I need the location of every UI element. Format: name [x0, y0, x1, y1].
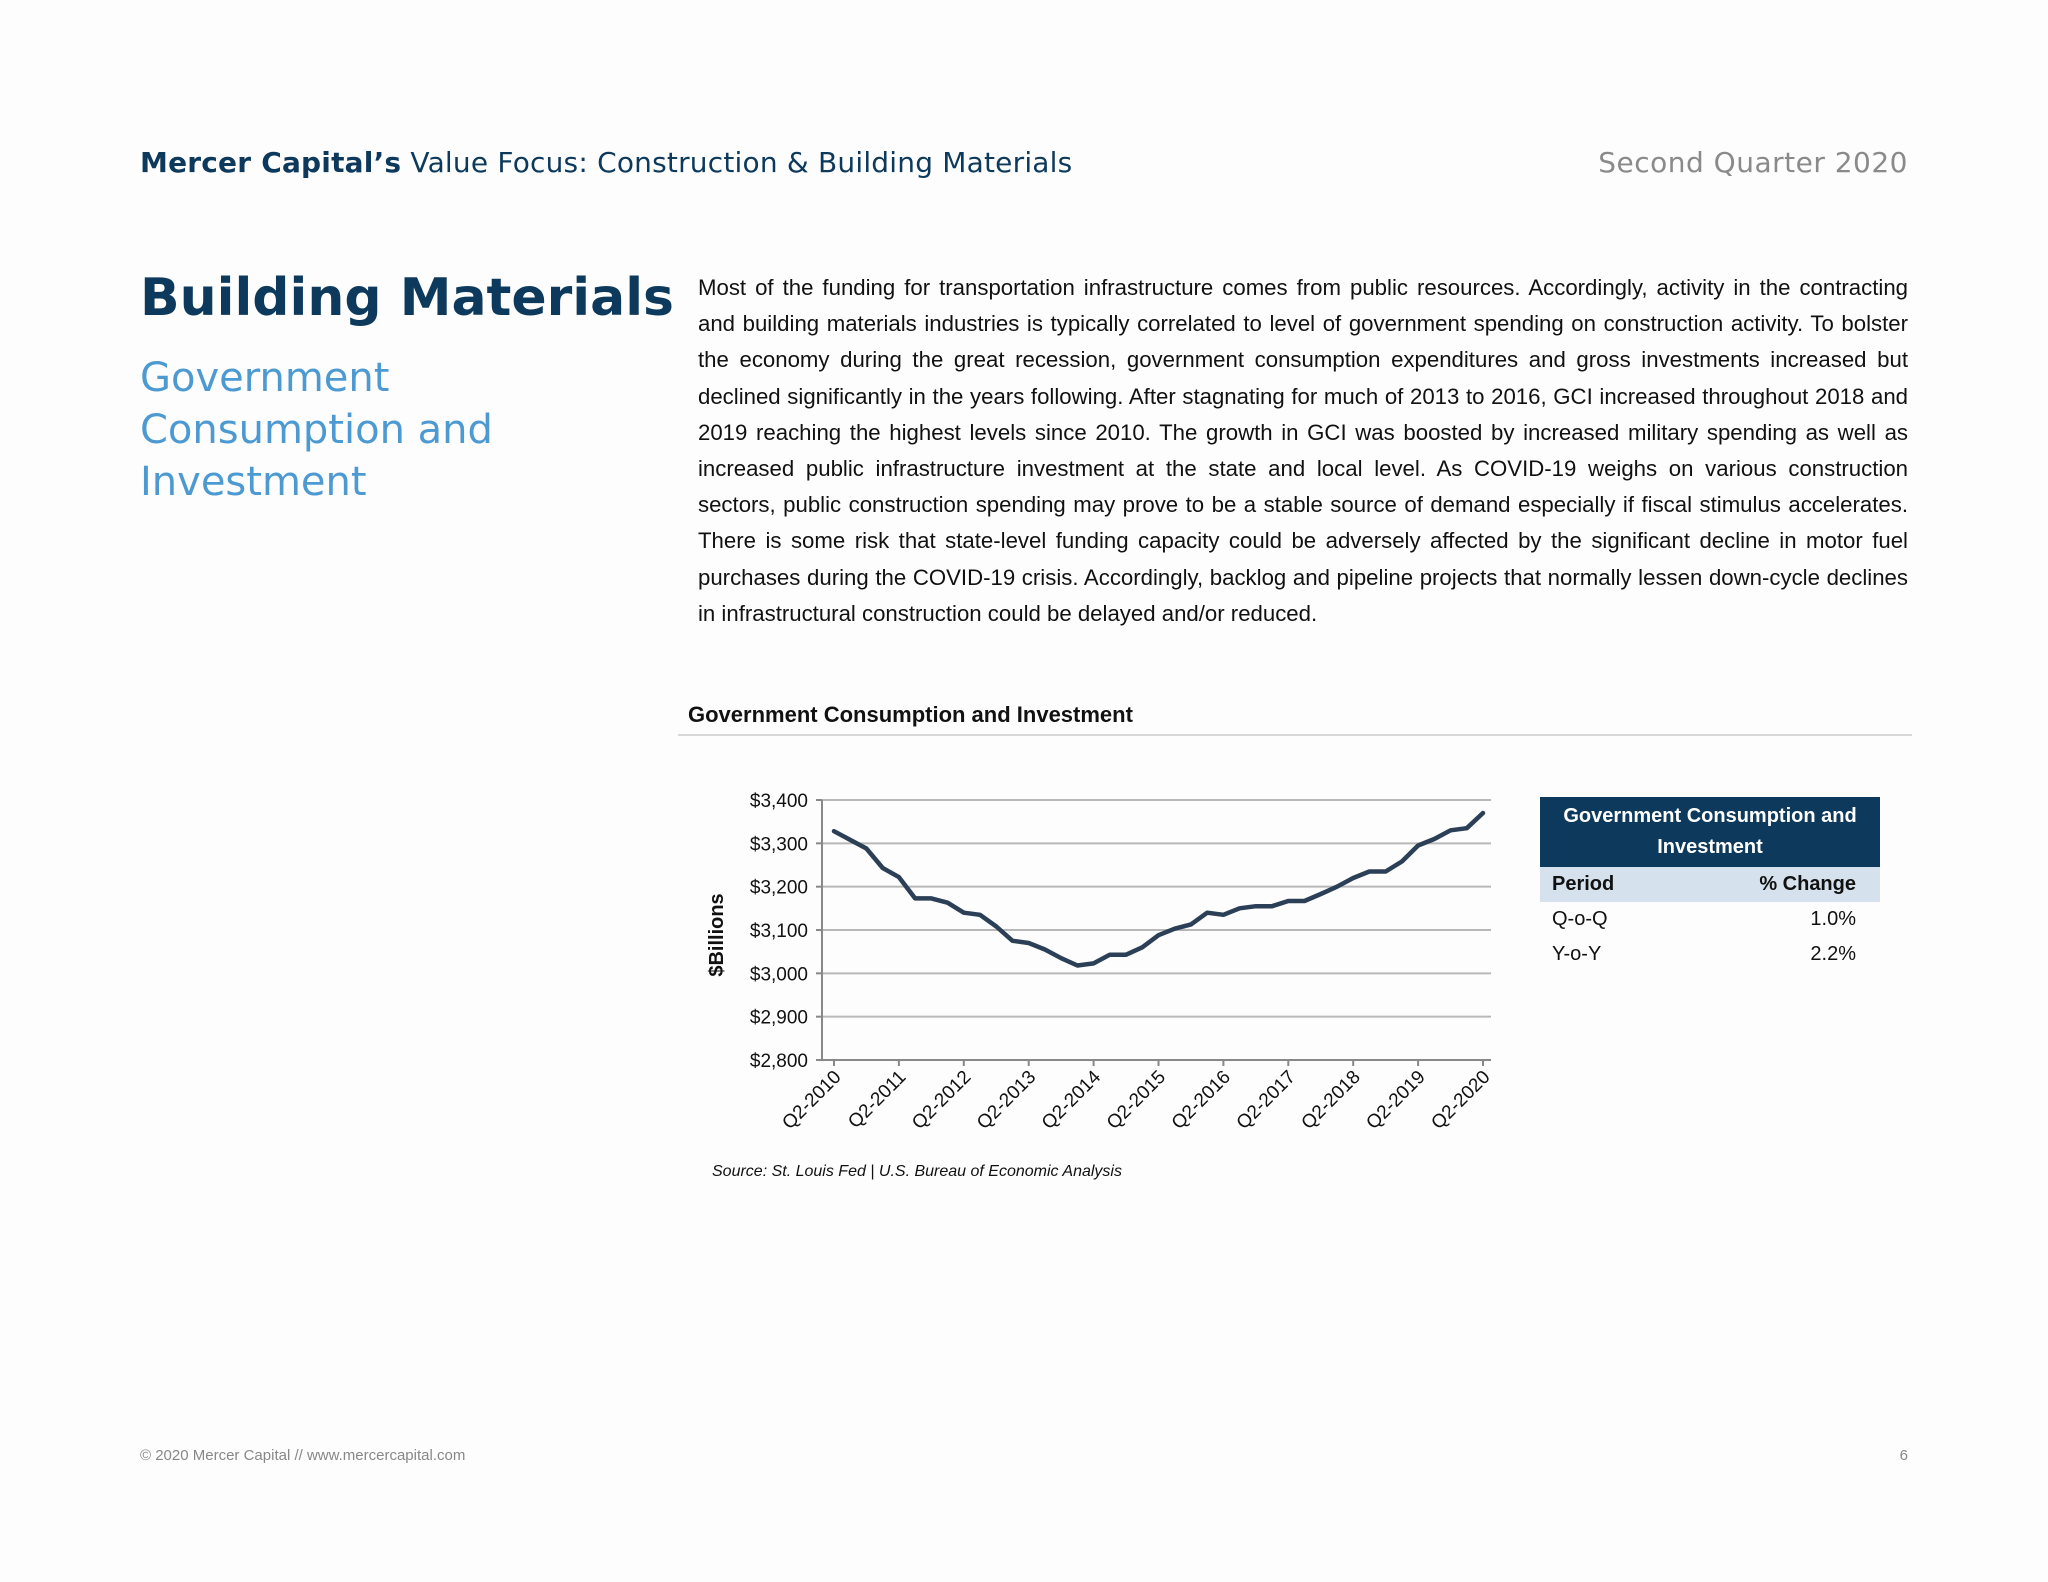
x-tick-label: Q2-2019	[1362, 1066, 1430, 1134]
change-cell: 1.0%	[1810, 908, 1856, 930]
x-tick-label: Q2-2010	[778, 1066, 846, 1134]
report-header	[140, 146, 1072, 179]
body-paragraph: Most of the funding for transportation infrastructure comes from public resources. Accordingly, activity in the contracting and building materials industries is typically correlated to level of government spending on construction activity. To bolster the economy during the great recession, government consumption expenditures and gross investments increased but declined significantly in the years following. After stagnating for much of 2013 to 2016, GCI increased throughout 2018 and 2019 reaching the highest levels since 2010. The growth in GCI was boosted by increased military spending as well as increased public infrastructure investment at the state and local level. As COVID-19 weighs on various construction sectors, public construction spending may prove to be a stable source of demand especially if fiscal stimulus accelerates. There is some risk that state-level funding capacity could be adversely affected by the significant decline in motor fuel purchases during the COVID-19 crisis. Accordingly, backlog and pipeline projects that normally lessen down-cycle declines in infrastructural construction could be delayed and/or reduced.	[698, 275, 1908, 626]
table-row	[1540, 937, 1880, 972]
stats-table	[1540, 797, 1880, 972]
x-tick-label: Q2-2016	[1167, 1066, 1235, 1134]
change-cell: 2.2%	[1810, 943, 1856, 965]
line-chart	[690, 770, 1510, 1160]
column-header-period: Period	[1540, 867, 1677, 902]
x-tick-label: Q2-2011	[844, 1066, 911, 1133]
y-tick-label: $3,000	[749, 964, 808, 986]
x-tick-label: Q2-2018	[1297, 1066, 1365, 1134]
x-tick-label: Q2-2012	[908, 1066, 976, 1134]
x-tick-label: Q2-2015	[1102, 1066, 1171, 1134]
series-line	[834, 813, 1483, 966]
x-tick-label: Q2-2020	[1427, 1066, 1495, 1134]
y-tick-label: $3,400	[749, 791, 808, 812]
footer-copyright: © 2020 Mercer Capital // www.mercercapital.com	[140, 1447, 466, 1464]
table-row	[1540, 902, 1880, 937]
y-tick-label: $2,900	[749, 1007, 808, 1029]
y-tick-label: $3,300	[749, 834, 808, 856]
stats-table-title: Government Consumption and Investment	[1540, 797, 1880, 867]
y-tick-label: $2,800	[749, 1051, 808, 1072]
y-tick-label: $3,200	[749, 877, 808, 899]
y-tick-label: $3,100	[749, 921, 808, 942]
x-tick-label: Q2-2014	[1037, 1066, 1106, 1134]
section-subtitle: Government Consumption and Investment	[140, 355, 493, 505]
source-note: Source: St. Louis Fed | U.S. Bureau of Economic Analysis	[712, 1163, 1122, 1180]
page-number: 6	[1899, 1447, 1908, 1464]
period-cell: Q-o-Q	[1552, 908, 1608, 930]
chart-heading: Government Consumption and Investment	[688, 702, 1133, 727]
report-period: Second Quarter 2020	[1598, 146, 1908, 179]
stats-table-header-row	[1540, 867, 1880, 902]
brand-name: Mercer Capital’s	[140, 146, 402, 179]
x-tick-label: Q2-2017	[1232, 1066, 1300, 1134]
stats-table-title-row	[1540, 797, 1880, 867]
section-title: Building Materials	[140, 268, 674, 328]
chart-heading-rule	[678, 734, 1912, 736]
x-tick-label: Q2-2013	[973, 1066, 1041, 1134]
y-axis-title: $Billions	[706, 893, 728, 977]
period-cell: Y-o-Y	[1552, 943, 1602, 965]
report-title: Value Focus: Construction & Building Materials	[410, 146, 1073, 179]
column-header-change: % Change	[1677, 867, 1880, 902]
